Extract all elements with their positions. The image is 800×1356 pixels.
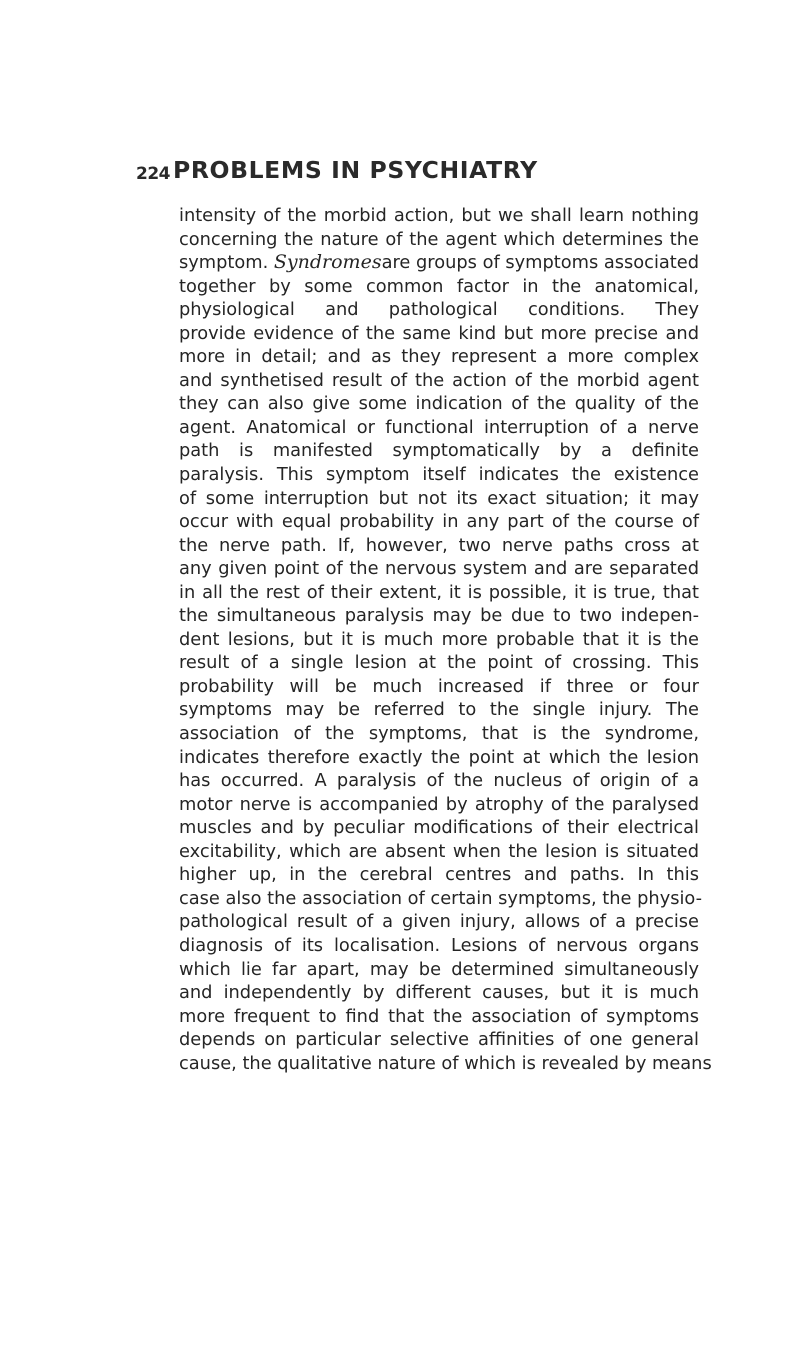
text-line: and independently by different causes, but it is much — [179, 982, 699, 1004]
text-line: has occurred. A paralysis of the nucleus of origin of a — [179, 770, 699, 792]
text-line: muscles and by peculiar modifications of their electrical — [179, 817, 699, 839]
text-line: occur with equal probability in any part of the course of — [179, 511, 699, 533]
text-line: physiological and pathological conditions. They — [179, 299, 699, 321]
body-text — [179, 204, 712, 1075]
text-line: paralysis. This symptom itself indicates the existence — [179, 464, 699, 486]
text-line — [179, 251, 699, 275]
text-line: excitability, which are absent when the lesion is situated — [179, 840, 699, 862]
text-line: dent lesions, but it is much more probable that it is the — [179, 628, 699, 650]
text-line: of some interruption but not its exact situation; it may — [179, 487, 699, 509]
text-line: motor nerve is accompanied by atrophy of the paralysed — [179, 793, 699, 815]
text-line: indicates therefore exactly the point at which the lesion — [179, 746, 699, 768]
text-line: intensity of the morbid action, but we shall learn nothing — [179, 205, 699, 226]
text-line: cause, the qualitative nature of which is revealed by means — [179, 1052, 712, 1074]
text-line: together by some common factor in the anatomical, — [179, 275, 699, 297]
text-line: more frequent to find that the association of symptoms — [179, 1005, 699, 1027]
text-line: which lie far apart, may be determined simultaneously — [179, 958, 699, 980]
text-line: any given point of the nervous system and are separated — [179, 558, 699, 580]
text-line: probability will be much increased if three or four — [179, 675, 699, 697]
text-line: the nerve path. If, however, two nerve paths cross at — [179, 534, 699, 556]
text-line: symptoms may be referred to the single injury. The — [179, 699, 699, 721]
text-line: the simultaneous paralysis may be due to two indepen- — [179, 605, 699, 627]
text-line: in all the rest of their extent, it is possible, it is true, that — [179, 581, 699, 603]
text-line: depends on particular selective affinities of one general — [179, 1029, 699, 1051]
text-line: pathological result of a given injury, allows of a precise — [179, 911, 699, 933]
page-number: 224 — [136, 164, 170, 184]
text-line: they can also give some indication of the quality of the — [179, 393, 699, 415]
text-line: concerning the nature of the agent which determines the — [179, 228, 699, 250]
text-line: case also the association of certain symptoms, the physio- — [179, 887, 703, 909]
text-line: agent. Anatomical or functional interruption of a nerve — [179, 416, 699, 438]
text-line: higher up, in the cerebral centres and paths. In this — [179, 864, 699, 886]
text-line: and synthetised result of the action of the morbid agent — [179, 369, 699, 391]
text-run: are groups of symptoms associated — [381, 252, 699, 274]
italic-term: Syndromes — [273, 251, 382, 274]
text-run: symptom. — [179, 252, 274, 274]
text-line: path is manifested symptomatically by a definite — [179, 440, 699, 462]
running-title: PROBLEMS IN PSYCHIATRY — [173, 156, 538, 184]
text-line: diagnosis of its localisation. Lesions of nervous organs — [179, 934, 699, 956]
text-line: result of a single lesion at the point of crossing. This — [179, 652, 699, 674]
text-line: provide evidence of the same kind but more precise and — [179, 322, 699, 344]
text-line: more in detail; and as they represent a more complex — [179, 346, 699, 368]
running-head — [136, 156, 736, 196]
text-line: association of the symptoms, that is the syndrome, — [179, 723, 699, 745]
